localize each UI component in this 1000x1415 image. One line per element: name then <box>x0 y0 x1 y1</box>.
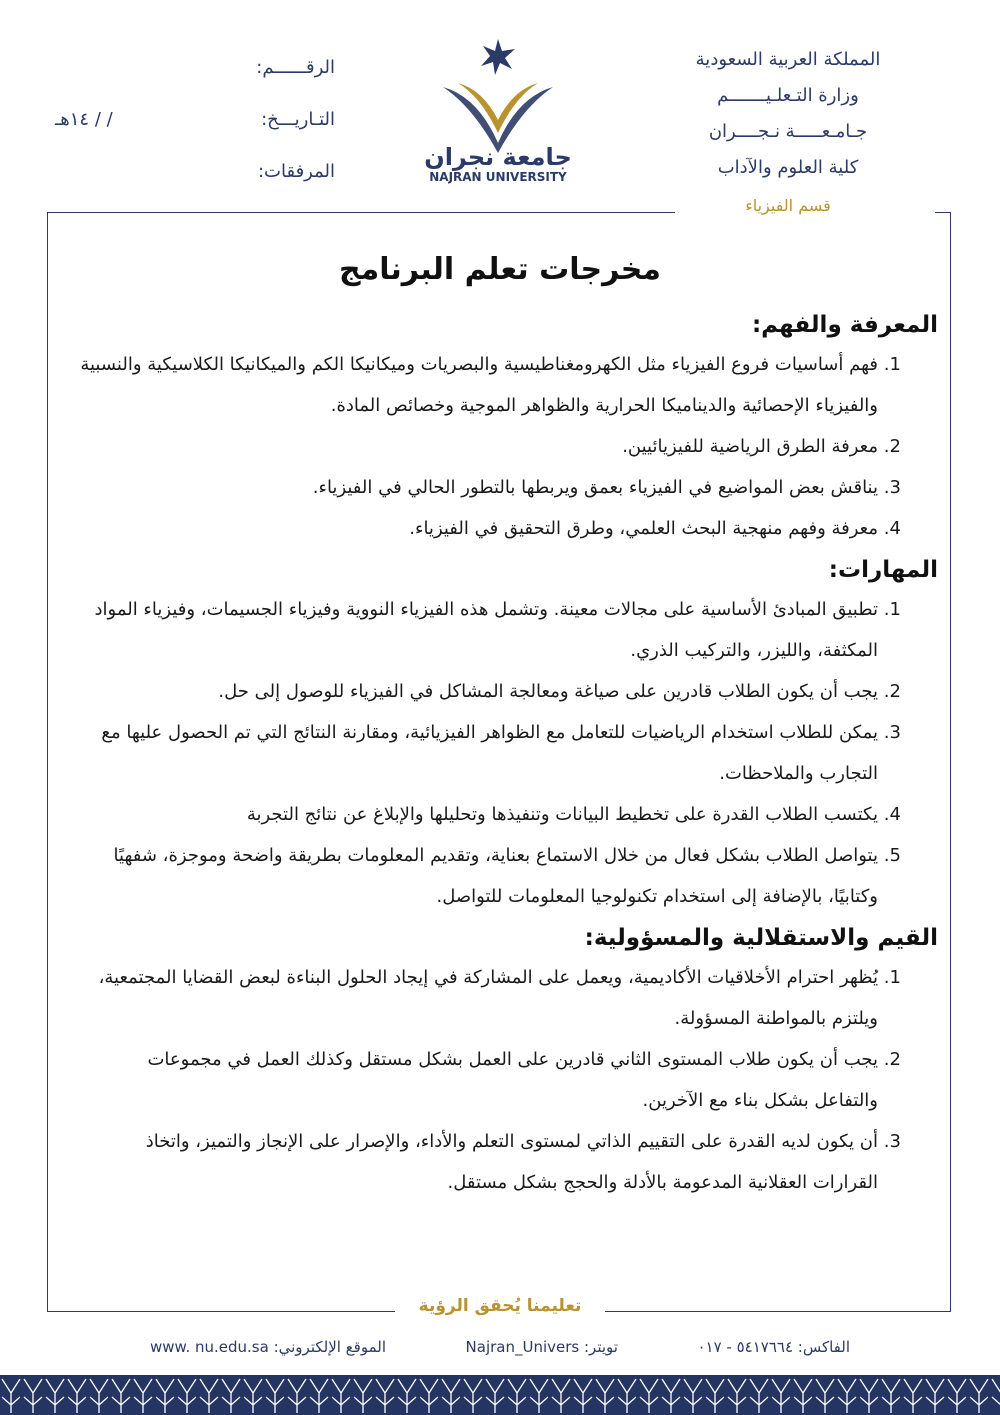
pattern-motif <box>266 1379 284 1413</box>
section-title: القيم والاستقلالية والمسؤولية: <box>584 925 938 951</box>
pattern-motif <box>68 1379 86 1413</box>
pattern-motif <box>684 1379 702 1413</box>
list-item: 3. يناقش بعض المواضيع في الفيزياء بعمق ويربطها بالتطور الحالي في الفيزياء. <box>80 467 878 508</box>
pattern-motif <box>838 1379 856 1413</box>
list-item: 2. معرفة الطرق الرياضية للفيزيائيين. <box>80 426 878 467</box>
pattern-motif <box>948 1379 966 1413</box>
footer-contact <box>150 1338 850 1356</box>
twitter-info: تويتر: Najran_Univers <box>465 1338 618 1356</box>
list-item: 4. يكتسب الطلاب القدرة على تخطيط البيانات وتنفيذها وتحليلها والإبلاغ عن نتائج التجربة <box>80 794 878 835</box>
pattern-motif <box>200 1379 218 1413</box>
pattern-motif <box>904 1379 922 1413</box>
pattern-motif <box>24 1379 42 1413</box>
pattern-motif <box>90 1379 108 1413</box>
pattern-motif <box>706 1379 724 1413</box>
frame-top-line-right <box>935 212 951 213</box>
pattern-motif <box>750 1379 768 1413</box>
pattern-motif <box>112 1379 130 1413</box>
page-title: مخرجات تعلم البرنامج <box>339 252 661 287</box>
logo-english-text: NAJRAN UNIVERSITY <box>429 170 567 184</box>
pattern-motif <box>46 1379 64 1413</box>
university-logo <box>403 35 593 185</box>
section-knowledge <box>80 312 938 549</box>
pattern-motif <box>222 1379 240 1413</box>
ministry-header <box>658 42 918 224</box>
logo-arabic-text: جامعة نجران <box>424 143 572 171</box>
section-values <box>80 925 938 1203</box>
pattern-motif <box>178 1379 196 1413</box>
pattern-motif <box>552 1379 570 1413</box>
list-item: 2. يجب أن يكون الطلاب قادرين على صياغة ومعالجة المشاكل في الفيزياء للوصول إلى حل. <box>80 671 878 712</box>
list-item: 3. أن يكون لديه القدرة على التقييم الذاتي لمستوى التعلم والأداء، والإصرار على الإنجاز والتميز، واتخاذ القرارات العقلانية المدعومة بالأدلة والحجج بشكل مستقل. <box>80 1121 878 1203</box>
pattern-motif <box>398 1379 416 1413</box>
list-item: 4. معرفة وفهم منهجية البحث العلمي، وطرق التحقيق في الفيزياء. <box>80 508 878 549</box>
header-line-kingdom: المملكة العربية السعودية <box>695 49 881 70</box>
document-meta <box>55 42 335 198</box>
pattern-motif <box>882 1379 900 1413</box>
list-item: 5. يتواصل الطلاب بشكل فعال من خلال الاستماع بعناية، وتقديم المعلومات بطريقة واضحة وموجزة، شفهيًا وكتابيًا، بالإضافة إلى استخدام تكنولوجيا المعلومات للتواصل. <box>80 835 878 917</box>
pattern-motif <box>574 1379 592 1413</box>
list-item: 2. يجب أن يكون طلاب المستوى الثاني قادرين على العمل بشكل مستقل وكذلك العمل في مجموعات والتفاعل بشكل بناء مع الآخرين. <box>80 1039 878 1121</box>
website-info: الموقع الإلكتروني: www. nu.edu.sa <box>150 1338 386 1356</box>
pattern-motif <box>486 1379 504 1413</box>
frame-top-line <box>47 212 675 213</box>
pattern-motif <box>332 1379 350 1413</box>
list-item: 1. تطبيق المبادئ الأساسية على مجالات معينة. وتشمل هذه الفيزياء النووية وفيزياء الجسيمات، وفيزياء المواد المكثفة، والليزر، والتركيب الذري. <box>80 589 878 671</box>
pattern-motif <box>442 1379 460 1413</box>
pattern-motif <box>244 1379 262 1413</box>
star-icon <box>481 39 515 75</box>
fax-info: الفاكس: ٥٤١٧٦٦٤ - ٠١٧ <box>697 1338 850 1356</box>
pattern-motif <box>662 1379 680 1413</box>
header-line-ministry: وزارة التـعلـيـــــــم <box>717 85 859 106</box>
department-label: قسم الفيزياء <box>745 196 831 215</box>
pattern-motif <box>596 1379 614 1413</box>
section-title: المعرفة والفهم: <box>751 312 938 338</box>
pattern-motif <box>728 1379 746 1413</box>
list-item: 1. فهم أساسيات فروع الفيزياء مثل الكهرومغناطيسية والبصريات وميكانيكا الكم والميكانيكا الكلاسيكية والنسبية والفيزياء الإحصائية والديناميكا الحرارية والظواهر الموجية وخصائص المادة. <box>80 344 878 426</box>
pattern-motif <box>794 1379 812 1413</box>
pattern-motif <box>310 1379 328 1413</box>
pattern-motif <box>288 1379 306 1413</box>
pattern-motif <box>992 1379 1000 1413</box>
pattern-motif <box>816 1379 834 1413</box>
pattern-motif <box>376 1379 394 1413</box>
pattern-motif <box>508 1379 526 1413</box>
pattern-motif <box>354 1379 372 1413</box>
pattern-motif <box>640 1379 658 1413</box>
outcomes-content <box>80 312 938 1211</box>
list-item: 3. يمكن للطلاب استخدام الرياضيات للتعامل مع الظواهر الفيزيائية، ومقارنة النتائج التي تم الحصول عليها مع التجارب والملاحظات. <box>80 712 878 794</box>
section-skills <box>80 557 938 917</box>
pattern-motif <box>134 1379 152 1413</box>
pattern-motif <box>2 1379 20 1413</box>
number-label: الرقــــــم: <box>256 57 335 78</box>
attachments-label: المرفقات: <box>257 161 335 182</box>
header-line-university: جـامـعـــــة نـجــــران <box>708 121 868 142</box>
pattern-motif <box>860 1379 878 1413</box>
date-label: التـاريـــخ: <box>261 109 335 130</box>
pattern-motif <box>772 1379 790 1413</box>
pattern-motif <box>926 1379 944 1413</box>
pattern-motif <box>530 1379 548 1413</box>
date-value: / / ١٤هـ <box>55 109 113 130</box>
slogan: تعليمنا يُحقق الرؤية <box>418 1296 582 1316</box>
pattern-motif <box>464 1379 482 1413</box>
footer-pattern <box>0 1375 1000 1415</box>
pattern-motif <box>618 1379 636 1413</box>
list-item: 1. يُظهر احترام الأخلاقيات الأكاديمية، ويعمل على المشاركة في إيجاد الحلول البناءة لبعض القضايا المجتمعية، ويلتزم بالمواطنة المسؤولة. <box>80 957 878 1039</box>
section-title: المهارات: <box>828 557 938 583</box>
header-line-college: كلية العلوم والآداب <box>717 157 859 178</box>
pattern-motif <box>970 1379 988 1413</box>
pattern-motif <box>420 1379 438 1413</box>
pattern-motif <box>156 1379 174 1413</box>
